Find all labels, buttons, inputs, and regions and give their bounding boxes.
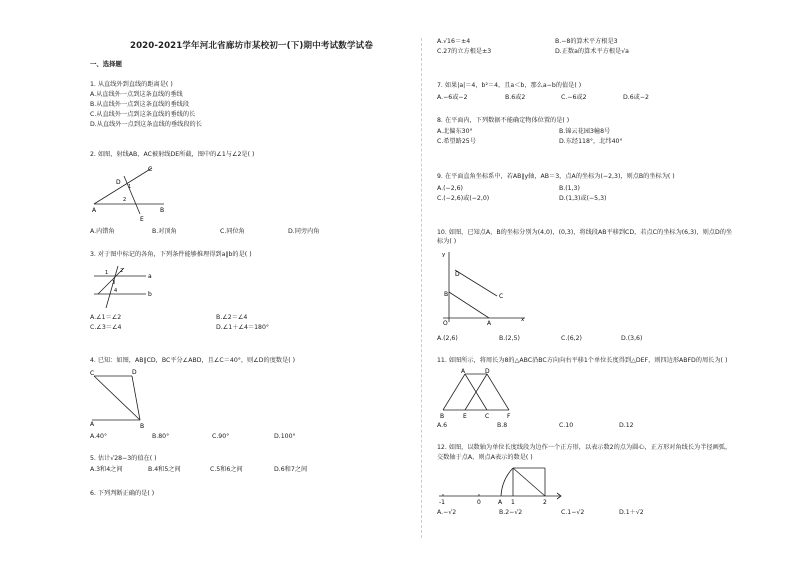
label-e: E (140, 216, 144, 223)
label-angle-1: 1 (128, 184, 132, 190)
label-angle-4: 4 (114, 288, 118, 294)
coordinate-figure-q10 (437, 248, 532, 328)
option-b[interactable]: B.从直线外一点到这条直线的垂线段 (90, 101, 190, 108)
option-d[interactable]: D.6和7之间 (274, 466, 308, 473)
column-divider (421, 38, 422, 538)
option-a[interactable]: A.(−2,6) (437, 185, 463, 192)
side-df (487, 374, 509, 410)
option-a[interactable]: A.3和4之间 (90, 466, 123, 473)
option-a[interactable]: A.−√2 (437, 509, 457, 516)
option-c[interactable]: C.10 (559, 422, 574, 429)
label-f: F (507, 413, 511, 420)
label-b: B (140, 423, 145, 430)
translation-figure-q11 (437, 368, 522, 420)
parallel-figure-q4 (88, 368, 148, 428)
option-d[interactable]: D.6或−2 (623, 94, 649, 101)
question-text: 1. 从直线外到直线的距离是( ) (90, 81, 173, 88)
section-heading: 一、选择题 (90, 60, 122, 68)
option-a[interactable]: A.40° (90, 433, 108, 440)
label-a: A (487, 320, 492, 327)
square-diagonal (513, 468, 545, 496)
question-text: 10. 如图，已知点A，B的坐标分别为(4,0)，(0,3)，将线段AB平移到CD，若点C的坐标为(6,3)，则点D的坐 (437, 229, 733, 236)
option-d[interactable]: D.∠1＋∠4＝180° (216, 324, 269, 331)
option-b[interactable]: B.2−√2 (499, 509, 523, 516)
option-c[interactable]: C.90° (212, 433, 230, 440)
option-b[interactable]: B.(1,3) (559, 185, 580, 192)
label-x: x (521, 317, 525, 323)
arc (501, 468, 513, 496)
segment-dc (455, 270, 497, 296)
label-0: 0 (477, 499, 481, 506)
option-d[interactable]: D.正数a的算术平方根是√a (555, 48, 629, 55)
option-b[interactable]: B.(2,5) (499, 335, 520, 342)
label-neg1: -1 (439, 499, 445, 506)
option-c[interactable]: C.27的立方根是±3 (437, 48, 492, 55)
question-text: 12. 如图，以数轴为单位长度线段为边作一个正方形，以表示数2的点为圆心，正方形对角线长为半径画弧， (437, 444, 732, 451)
option-d[interactable]: D.12 (619, 422, 634, 429)
question-text: 8. 在平面内，下列数据不能确定物体位置的是( ) (437, 117, 570, 124)
question-text: 3. 对于图中标记的各角，下列条件能够推理得到a∥b的是( ) (90, 251, 252, 258)
question-text: 2. 如图，射线AB，AC被射线DE所截，图中的∠1与∠2是( ) (90, 151, 255, 158)
line-de (124, 176, 140, 214)
side-ab (443, 374, 465, 410)
label-b: B (160, 207, 165, 214)
label-c: C (90, 370, 95, 377)
option-c[interactable]: C.1−√2 (561, 509, 585, 516)
angle-figure-q2 (88, 162, 178, 222)
option-a[interactable]: A.−6或−2 (437, 94, 468, 101)
label-b: b (148, 291, 152, 298)
label-d: D (485, 368, 490, 375)
label-d: D (132, 369, 137, 376)
label-a: A (461, 368, 466, 375)
option-a[interactable]: A.北偏东30° (437, 128, 473, 135)
question-text: 7. 如果|a|＝4，b²＝4，且a＜b，那么a−b的值是( ) (437, 82, 582, 89)
number-line-figure-q12 (437, 464, 567, 506)
label-e: E (463, 413, 467, 420)
option-b[interactable]: B.8 (497, 422, 508, 429)
option-a[interactable]: A.∠1＝∠2 (90, 314, 122, 321)
label-angle-1: 1 (105, 270, 109, 276)
label-angle-2: 2 (120, 268, 124, 274)
question-text-cont: 交数轴于点A，则点A表示的数是( ) (437, 454, 533, 461)
option-c[interactable]: C.同位角 (220, 228, 245, 235)
question-text-cont: 标为( ) (437, 238, 457, 245)
label-a: a (148, 273, 152, 280)
label-1: 1 (511, 499, 515, 506)
label-b: B (444, 291, 449, 298)
option-c[interactable]: C.−6或2 (561, 94, 587, 101)
option-d[interactable]: D.100° (274, 433, 296, 440)
option-b[interactable]: B.4和5之间 (148, 466, 181, 473)
label-c: C (148, 166, 153, 173)
parallel-lines-figure-q3 (88, 262, 158, 312)
option-c[interactable]: C.从直线外一点到这条直线的垂线的长 (90, 111, 196, 118)
option-a[interactable]: A.从直线外一点到这条直线的垂线 (90, 91, 183, 98)
option-d[interactable]: D.(1,3)或(−5,3) (559, 195, 607, 202)
option-a[interactable]: A.内错角 (90, 228, 115, 235)
label-y: y (442, 252, 446, 258)
option-c[interactable]: C.(−2,6)或(−2,0) (437, 195, 490, 202)
option-a[interactable]: A.(2,6) (437, 335, 458, 342)
option-d[interactable]: D.1＋√2 (619, 509, 644, 516)
option-b[interactable]: B.−8的算术平方根是3 (555, 38, 618, 45)
segment-ab (449, 292, 489, 318)
option-a[interactable]: A.6 (437, 422, 448, 429)
label-c: C (485, 413, 490, 420)
label-a: A (92, 207, 97, 214)
question-text: 4. 已知：如图，AB∥CD，BC平分∠ABD，且∠C＝40°，则∠D的度数是( ) (90, 357, 296, 364)
label-a: A (90, 421, 95, 428)
option-b[interactable]: B.∠2＝∠4 (216, 314, 248, 321)
label-a: A (498, 499, 503, 506)
option-c[interactable]: C.∠3＝∠4 (90, 324, 122, 331)
label-d: D (116, 179, 121, 186)
label-d: D (455, 271, 460, 278)
option-c[interactable]: C.希望路25号 (437, 138, 476, 145)
label-o: O (443, 320, 448, 327)
label-angle-2: 2 (123, 197, 127, 203)
question-text: 9. 在平面直角坐标系中，若AB∥y轴，AB＝3，点A的坐标为(−2,3)，则点B的坐标为( ) (437, 173, 675, 180)
question-text: 5. 估计√28−3的值在( ) (90, 455, 157, 462)
label-b: B (440, 413, 445, 420)
option-c[interactable]: C.(6,2) (561, 335, 582, 342)
exam-title: 2020-2021学年河北省廊坊市某校初一(下)期中考试数学试卷 (130, 41, 373, 51)
option-a[interactable]: A.√16＝±4 (437, 38, 471, 45)
option-d[interactable]: D.同旁内角 (288, 228, 320, 235)
option-b[interactable]: B.锦云花园3幢8号 (559, 128, 611, 135)
label-angle-3: 3 (112, 280, 116, 286)
option-d[interactable]: D.(3,6) (621, 335, 643, 342)
option-b[interactable]: B.6或2 (505, 94, 526, 101)
option-b[interactable]: B.80° (152, 433, 170, 440)
option-d[interactable]: D.东经118°，北纬40° (559, 138, 623, 145)
question-6-text: 6. 下列判断正确的是( ) (90, 490, 155, 497)
label-2: 2 (543, 499, 547, 506)
option-d[interactable]: D.从直线外一点到这条直线的垂线段的长 (90, 121, 202, 128)
option-b[interactable]: B.对顶角 (152, 228, 177, 235)
question-text: 11. 如图所示，将周长为8的△ABC沿BC方向向右平移1个单位长度得到△DEF，则四边形ABFD的周长为( ) (437, 357, 728, 364)
option-c[interactable]: C.5和6之间 (210, 466, 243, 473)
label-c: C (499, 293, 504, 300)
